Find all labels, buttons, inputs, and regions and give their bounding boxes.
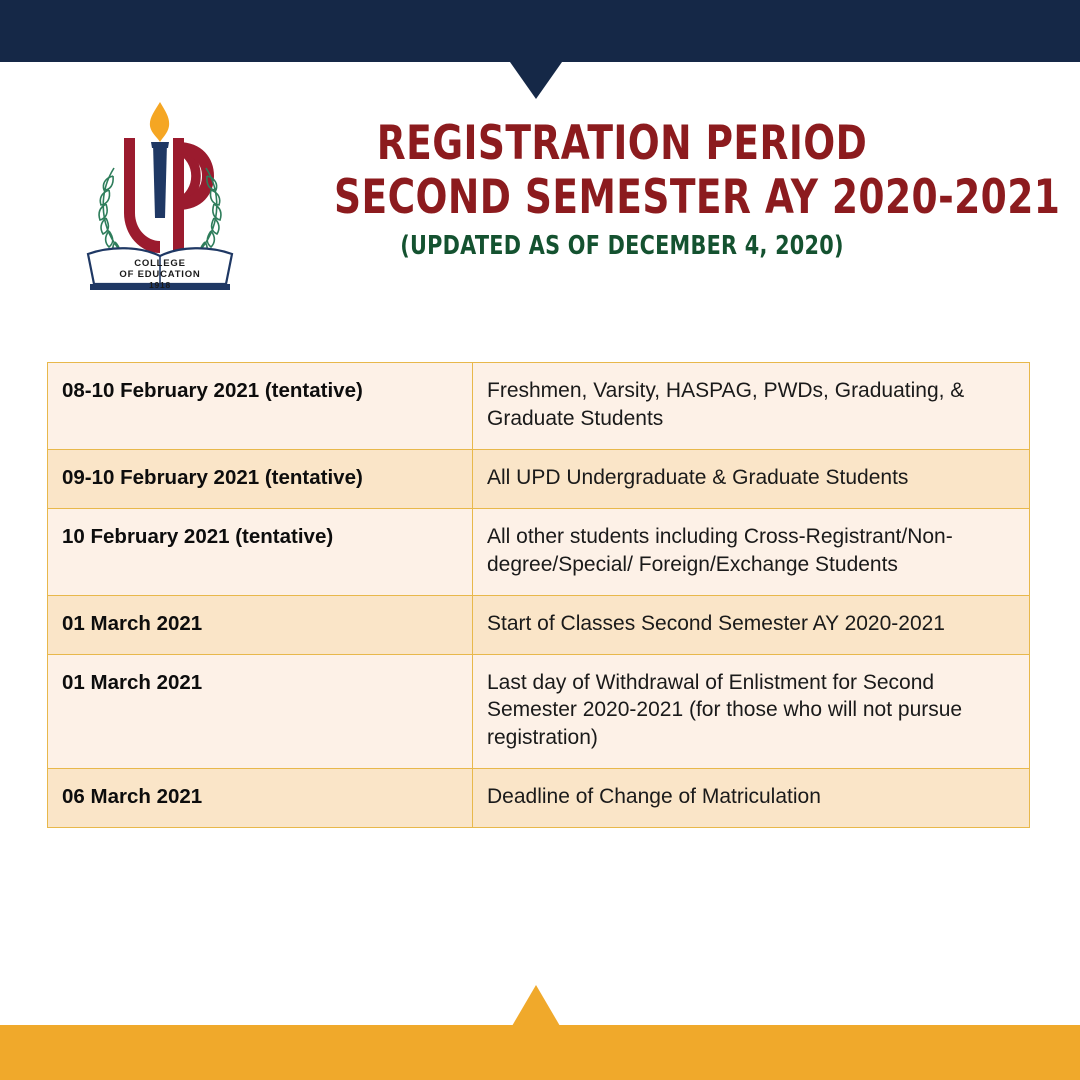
row-date: 09-10 February 2021 (tentative) [48, 449, 473, 508]
row-description: Deadline of Change of Matriculation [473, 769, 1030, 828]
bottom-banner-notch-icon [512, 985, 560, 1026]
row-description: All UPD Undergraduate & Graduate Students [473, 449, 1030, 508]
table-row [48, 595, 1030, 654]
table-row [48, 769, 1030, 828]
page-title-line-2: SECOND SEMESTER AY 2020-2021 [334, 170, 1061, 225]
poster-header [0, 92, 1080, 322]
row-description: Start of Classes Second Semester AY 2020-2021 [473, 595, 1030, 654]
table-row [48, 654, 1030, 769]
seal-book-line-1: COLLEGE [134, 258, 186, 269]
table-row [48, 508, 1030, 595]
table-row [48, 449, 1030, 508]
table-row [48, 363, 1030, 450]
page-subtitle: (UPDATED AS OF DECEMBER 4, 2020) [400, 231, 844, 261]
up-college-of-education-seal [74, 98, 246, 294]
registration-schedule-table [47, 362, 1030, 828]
page-title-line-1: REGISTRATION PERIOD [376, 116, 868, 171]
row-description: Last day of Withdrawal of Enlistment for Second Semester 2020-2021 (for those who will not pursue registration) [473, 654, 1030, 769]
bottom-banner [0, 1025, 1080, 1080]
seal-book-line-2: OF EDUCATION [119, 269, 201, 280]
row-description: Freshmen, Varsity, HASPAG, PWDs, Graduating, & Graduate Students [473, 363, 1030, 450]
row-description: All other students including Cross-Registrant/Non-degree/Special/ Foreign/Exchange Students [473, 508, 1030, 595]
row-date: 10 February 2021 (tentative) [48, 508, 473, 595]
row-date: 01 March 2021 [48, 654, 473, 769]
title-block [262, 116, 1061, 261]
top-banner [0, 0, 1080, 62]
seal-book-line-3: 1918 [148, 280, 172, 290]
row-date: 01 March 2021 [48, 595, 473, 654]
row-date: 08-10 February 2021 (tentative) [48, 363, 473, 450]
schedule-table-body [48, 363, 1030, 828]
row-date: 06 March 2021 [48, 769, 473, 828]
seal-artwork [74, 98, 246, 294]
